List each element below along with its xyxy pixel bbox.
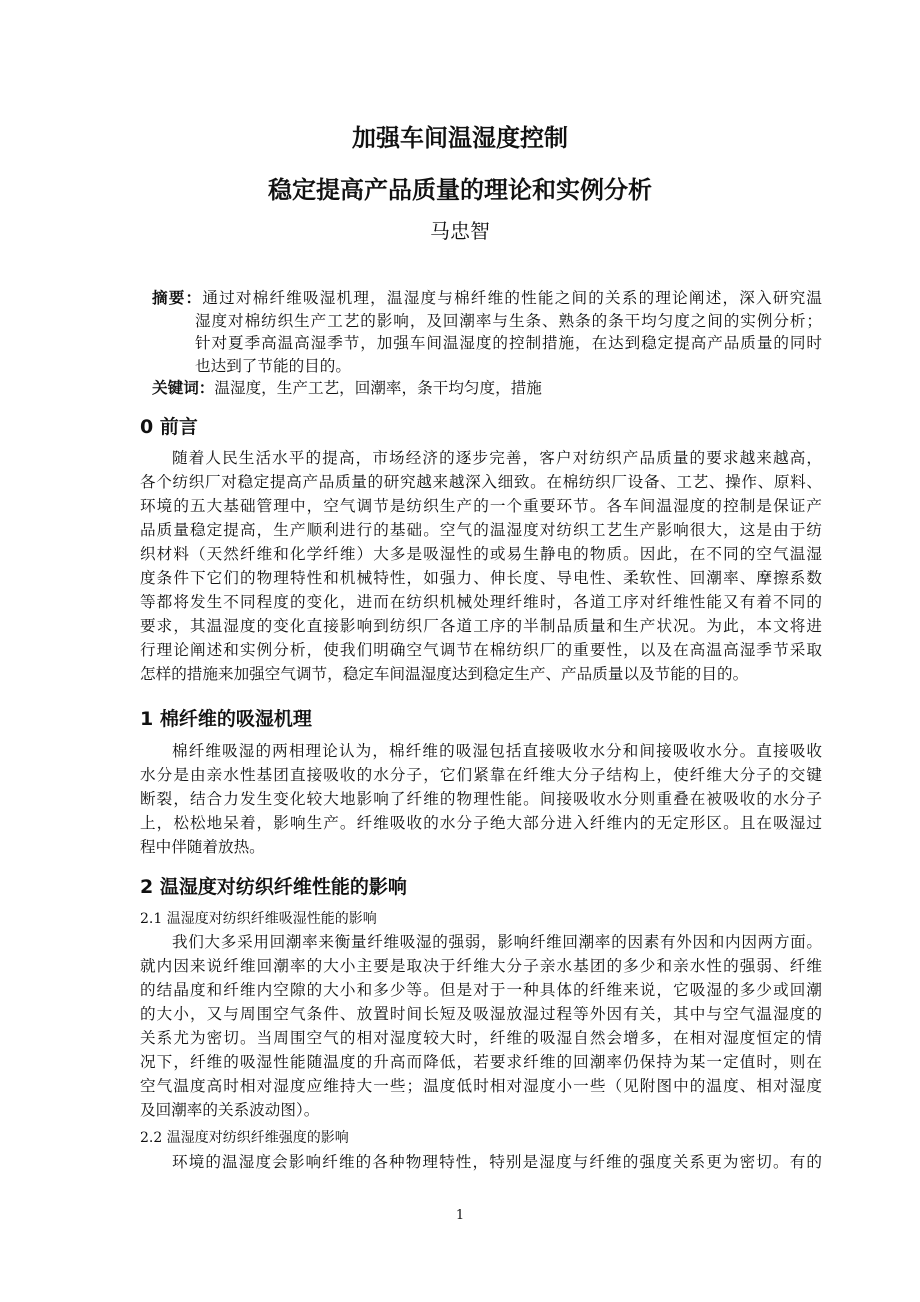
abstract-line: 湿度对棉纺织生产工艺的影响，及回潮率与生条、熟条的条干均匀度之间的实例分析；: [195, 311, 822, 330]
paragraph-line: 环境的五大基础管理中，空气调节是纺织生产的一个重要环节。各车间温湿度的控制是保证产: [140, 497, 822, 515]
paragraph-line: 等都将发生不同程度的变化，进而在纺织机械处理纤维时，各道工序对纤维性能又有着不同的: [140, 593, 822, 611]
section-1-heading: 1 棉纤维的吸湿机理: [140, 708, 312, 730]
section-0-heading: 0 前言: [140, 416, 198, 438]
section-2-2-heading: 2.2 温湿度对纺织纤维强度的影响: [140, 1130, 349, 1146]
paragraph-line: 品质量稳定提高，生产顺利进行的基础。空气的温湿度对纺织工艺生产影响很大，这是由于纺: [140, 521, 822, 539]
paragraph-line: 棉纤维吸湿的两相理论认为，棉纤维的吸湿包括直接吸收水分和间接吸收水分。直接吸收: [172, 742, 822, 760]
paragraph-line: 况下，纤维的吸湿性能随温度的升高而降低，若要求纤维的回潮率仍保持为某一定值时，则在: [140, 1053, 822, 1071]
section-0-paragraph: [140, 446, 822, 686]
abstract-label: 摘要：: [152, 289, 203, 307]
paragraph-line: 怎样的措施来加强空气调节，稳定车间温湿度达到稳定生产、产品质量以及节能的目的。: [140, 665, 749, 683]
paragraph-line: 就内因来说纤维回潮率的大小主要是取决于纤维大分子亲水基团的多少和亲水性的强弱、纤维: [140, 957, 822, 975]
section-2-heading: 2 温湿度对纺织纤维性能的影响: [140, 876, 407, 898]
paragraph-line: 环境的温湿度会影响纤维的各种物理特性，特别是湿度与纤维的强度关系更为密切。有的: [172, 1153, 822, 1171]
paragraph-line: 关系尤为密切。当周围空气的相对湿度较大时，纤维的吸湿自然会增多，在相对湿度恒定的情: [140, 1029, 822, 1047]
paragraph-line: 要求，其温湿度的变化直接影响到纺织厂各道工序的半制品质量和生产状况。为此，本文将进: [140, 617, 822, 635]
paragraph-line: 断裂，结合力发生变化较大地影响了纤维的物理性能。间接吸收水分则重叠在被吸收的水分子: [140, 790, 822, 808]
paragraph-line: 程中伴随着放热。: [140, 838, 265, 856]
paragraph-line: 各个纺织厂对稳定提高产品质量的研究越来越深入细致。在棉纺织厂设备、工艺、操作、原料、: [140, 473, 822, 491]
section-2-1-heading: 2.1 温湿度对纺织纤维吸湿性能的影响: [140, 911, 377, 927]
paragraph-line: 织材料（天然纤维和化学纤维）大多是吸湿性的或易生静电的物质。因此，在不同的空气温湿: [140, 545, 822, 563]
section-2-2-paragraph: [140, 1150, 822, 1174]
section-2-1-paragraph: [140, 930, 822, 1122]
title-line-1: 加强车间温湿度控制: [352, 124, 568, 152]
paragraph-line: 行理论阐述和实例分析，使我们明确空气调节在棉纺织厂的重要性，以及在高温高湿季节采取: [140, 641, 822, 659]
keywords-label: 关键词：: [152, 379, 215, 397]
abstract-line: 针对夏季高温高湿季节，加强车间温湿度的控制措施，在达到稳定提高产品质量的同时: [195, 334, 822, 352]
author: 马忠智: [430, 219, 490, 243]
title-line-2: 稳定提高产品质量的理论和实例分析: [268, 176, 652, 204]
paragraph-line: 上，松松地呆着，影响生产。纤维吸收的水分子绝大部分进入纤维内的无定形区。且在吸湿过: [140, 814, 822, 832]
paragraph-line: 我们大多采用回潮率来衡量纤维吸湿的强弱，影响纤维回潮率的因素有外因和内因两方面。: [172, 933, 822, 951]
paragraph-line: 度条件下它们的物理特性和机械特性，如强力、伸长度、导电性、柔软性、回潮率、摩擦系数: [140, 569, 822, 587]
page-number: 1: [455, 1208, 465, 1223]
section-1-paragraph: [140, 739, 822, 859]
keywords-text: 温湿度，生产工艺，回潮率，条干均匀度，措施: [214, 379, 542, 397]
abstract-line: 也达到了节能的目的。: [195, 356, 351, 375]
paragraph-line: 随着人民生活水平的提高，市场经济的逐步完善，客户对纺织产品质量的要求越来越高，: [172, 449, 822, 467]
paragraph-line: 的大小，又与周围空气条件、放置时间长短及吸湿放湿过程等外因有关，其中与空气温湿度的: [140, 1005, 822, 1023]
abstract-line: 通过对棉纤维吸湿机理，温湿度与棉纤维的性能之间的关系的理论阐述，深入研究温: [202, 289, 822, 307]
paragraph-line: 的结晶度和纤维内空隙的大小和多少等。但是对于一种具体的纤维来说，它吸湿的多少或回潮: [140, 981, 822, 999]
abstract: [152, 287, 822, 400]
paragraph-line: 空气温度高时相对湿度应维持大一些；温度低时相对湿度小一些（见附图中的温度、相对湿度: [140, 1077, 822, 1095]
paragraph-line: 水分是由亲水性基团直接吸收的水分子，它们紧靠在纤维大分子结构上，使纤维大分子的交键: [140, 766, 822, 784]
paragraph-line: 及回潮率的关系波动图）。: [140, 1101, 320, 1119]
